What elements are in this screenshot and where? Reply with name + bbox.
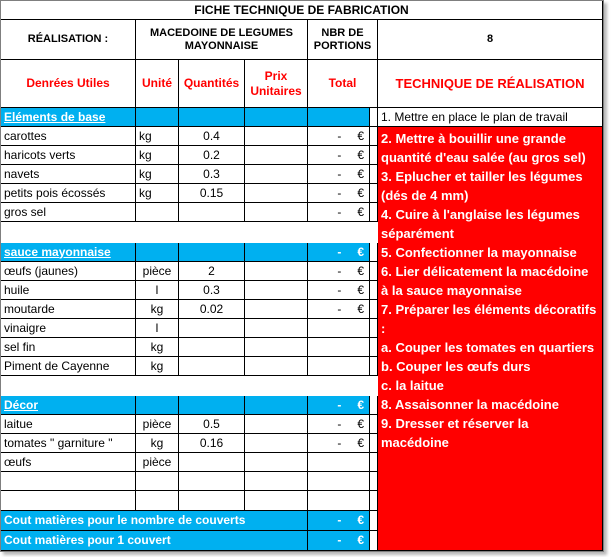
footer-cost-all-value: - bbox=[337, 513, 342, 527]
ingredient-name[interactable]: gros sel bbox=[1, 203, 136, 222]
section-base-row bbox=[1, 108, 136, 127]
separator-cell bbox=[370, 338, 378, 357]
ingredient-name[interactable]: petits pois écossés bbox=[1, 184, 136, 203]
section-base-qty bbox=[179, 108, 245, 127]
ingredient-total-value: - bbox=[337, 147, 342, 162]
ingredient-total[interactable] bbox=[308, 262, 370, 281]
ingredient-total-value: - bbox=[337, 185, 342, 200]
column-header-prix: Prix Unitaires bbox=[245, 60, 308, 108]
ingredient-total[interactable] bbox=[308, 338, 370, 357]
ingredient-unit[interactable]: l bbox=[136, 281, 179, 300]
column-header-unite: Unité bbox=[136, 60, 179, 108]
ingredient-total[interactable] bbox=[308, 300, 370, 319]
footer-cost-one-value: - bbox=[337, 533, 342, 547]
ingredient-unit[interactable]: kg bbox=[136, 127, 179, 146]
column-header-denrees: Denrées Utiles bbox=[1, 60, 136, 108]
ingredient-qty[interactable]: 0.3 bbox=[179, 281, 245, 300]
ingredient-name[interactable]: laitue bbox=[1, 415, 136, 434]
empty-cell[interactable] bbox=[179, 491, 245, 511]
section-base-total bbox=[308, 108, 370, 127]
separator-cell bbox=[370, 300, 378, 319]
ingredient-price[interactable] bbox=[245, 262, 308, 281]
ingredient-price[interactable] bbox=[245, 146, 308, 165]
section-base-label: Eléments de base bbox=[4, 109, 106, 124]
section-sauce-prix bbox=[245, 243, 308, 262]
empty-cell[interactable] bbox=[179, 472, 245, 491]
separator-cell bbox=[370, 243, 378, 262]
ingredient-price[interactable] bbox=[245, 338, 308, 357]
section-decor-total-currency: € bbox=[357, 397, 364, 412]
separator-cell bbox=[370, 146, 378, 165]
ingredient-qty[interactable]: 0.15 bbox=[179, 184, 245, 203]
ingredient-total[interactable] bbox=[308, 165, 370, 184]
ingredient-price[interactable] bbox=[245, 415, 308, 434]
section-sauce-total-currency: € bbox=[357, 244, 364, 259]
ingredient-price[interactable] bbox=[245, 300, 308, 319]
ingredient-name[interactable]: vinaigre bbox=[1, 319, 136, 338]
sheet-title: FICHE TECHNIQUE DE FABRICATION bbox=[1, 1, 603, 20]
separator-cell bbox=[370, 165, 378, 184]
ingredient-name[interactable]: œufs (jaunes) bbox=[1, 262, 136, 281]
footer-cost-all-total bbox=[308, 511, 370, 531]
ingredient-total-currency: € bbox=[357, 263, 364, 278]
ingredient-total[interactable] bbox=[308, 319, 370, 338]
empty-cell[interactable] bbox=[136, 491, 179, 511]
ingredient-total-value: - bbox=[337, 416, 342, 431]
ingredient-total-value: - bbox=[337, 166, 342, 181]
ingredient-total-value: - bbox=[337, 435, 342, 450]
section-sauce-qty bbox=[179, 243, 245, 262]
ingredient-total[interactable] bbox=[308, 146, 370, 165]
ingredient-unit[interactable]: kg bbox=[136, 338, 179, 357]
ingredient-name[interactable]: carottes bbox=[1, 127, 136, 146]
separator-cell bbox=[370, 184, 378, 203]
ingredient-unit[interactable]: pièce bbox=[136, 262, 179, 281]
column-header-technique: TECHNIQUE DE RÉALISATION bbox=[378, 60, 603, 108]
section-sauce-total-value: - bbox=[337, 244, 342, 259]
empty-cell[interactable] bbox=[308, 472, 370, 491]
ingredient-name[interactable]: Piment de Cayenne bbox=[1, 357, 136, 376]
footer-cost-one-currency: € bbox=[357, 533, 364, 547]
portions-value[interactable]: 8 bbox=[378, 20, 603, 60]
footer-cost-one-label: Cout matières pour 1 couvert bbox=[4, 533, 171, 547]
separator-cell bbox=[370, 415, 378, 434]
ingredient-unit[interactable]: kg bbox=[136, 165, 179, 184]
ingredient-qty[interactable] bbox=[179, 338, 245, 357]
ingredient-qty[interactable] bbox=[179, 357, 245, 376]
ingredient-unit[interactable]: kg bbox=[136, 434, 179, 453]
ingredient-unit[interactable]: kg bbox=[136, 146, 179, 165]
ingredient-name[interactable]: navets bbox=[1, 165, 136, 184]
ingredient-name[interactable]: haricots verts bbox=[1, 146, 136, 165]
empty-cell[interactable] bbox=[136, 472, 179, 491]
ingredient-name[interactable]: moutarde bbox=[1, 300, 136, 319]
ingredient-unit[interactable]: kg bbox=[136, 300, 179, 319]
ingredient-total[interactable] bbox=[308, 453, 370, 472]
ingredient-total[interactable] bbox=[308, 434, 370, 453]
ingredient-total[interactable] bbox=[308, 415, 370, 434]
section-decor-row bbox=[1, 396, 136, 415]
ingredient-name[interactable]: tomates " garniture " bbox=[1, 434, 136, 453]
technique-step-1[interactable]: 1. Mettre en place le plan de travail bbox=[378, 108, 603, 127]
ingredient-total-value: - bbox=[337, 301, 342, 316]
section-decor-total bbox=[308, 396, 370, 415]
ingredient-price[interactable] bbox=[245, 453, 308, 472]
section-decor-qty bbox=[179, 396, 245, 415]
ingredient-unit[interactable]: pièce bbox=[136, 415, 179, 434]
ingredient-name[interactable]: œufs bbox=[1, 453, 136, 472]
separator-cell bbox=[370, 108, 378, 127]
empty-cell[interactable] bbox=[1, 491, 136, 511]
section-decor-label: Décor bbox=[4, 397, 39, 412]
ingredient-total-currency: € bbox=[357, 147, 364, 162]
ingredient-total-currency: € bbox=[357, 435, 364, 450]
footer-cost-one-total bbox=[308, 531, 370, 551]
section-decor-unit bbox=[136, 396, 179, 415]
ingredient-qty[interactable]: 0.16 bbox=[179, 434, 245, 453]
empty-cell[interactable] bbox=[308, 491, 370, 511]
ingredient-total-value: - bbox=[337, 263, 342, 278]
section-decor-prix bbox=[245, 396, 308, 415]
ingredient-total[interactable] bbox=[308, 281, 370, 300]
ingredient-unit[interactable]: kg bbox=[136, 184, 179, 203]
empty-cell[interactable] bbox=[245, 491, 308, 511]
realisation-value[interactable]: MACEDOINE DE LEGUMES MAYONNAISE bbox=[136, 20, 308, 60]
ingredient-total-currency: € bbox=[357, 416, 364, 431]
footer-cost-all-label-cell bbox=[1, 511, 308, 531]
section-base-prix bbox=[245, 108, 308, 127]
ingredient-total[interactable] bbox=[308, 184, 370, 203]
technique-steps[interactable]: 2. Mettre à bouillir une grande quantité d'eau salée (au gros sel) 3. Eplucher et tailler les légumes (dés de 4 mm) 4. Cuire à l'anglaise les légumes séparément 5. Confectionner la mayonnaise 6. Lier délicatement la macédoine à la sauce mayonnaise 7. Préparer les éléments décoratifs : a. Couper les tomates en quartiers b. Couper les œufs durs c. la laitue 8. Assaisonner la macédoine 9. Dresser et réserver la macédoine bbox=[378, 127, 603, 551]
separator-cell bbox=[370, 319, 378, 338]
ingredient-price[interactable] bbox=[245, 281, 308, 300]
separator-cell bbox=[370, 531, 378, 551]
ingredient-qty[interactable]: 2 bbox=[179, 262, 245, 281]
ingredient-price[interactable] bbox=[245, 434, 308, 453]
ingredient-total-value: - bbox=[337, 282, 342, 297]
ingredient-qty[interactable] bbox=[179, 453, 245, 472]
ingredient-total-value: - bbox=[337, 204, 342, 219]
separator-cell bbox=[370, 472, 378, 491]
ingredient-price[interactable] bbox=[245, 203, 308, 222]
ingredient-qty[interactable]: 0.3 bbox=[179, 165, 245, 184]
section-sauce-label: sauce mayonnaise bbox=[4, 244, 111, 259]
ingredient-price[interactable] bbox=[245, 165, 308, 184]
empty-cell[interactable] bbox=[245, 472, 308, 491]
ingredient-unit[interactable]: pièce bbox=[136, 453, 179, 472]
ingredient-total[interactable] bbox=[308, 203, 370, 222]
portions-label: NBR DE PORTIONS bbox=[308, 20, 378, 60]
column-header-quantites: Quantités bbox=[179, 60, 245, 108]
ingredient-price[interactable] bbox=[245, 127, 308, 146]
ingredient-qty[interactable] bbox=[179, 203, 245, 222]
section-base-unit bbox=[136, 108, 179, 127]
section-sauce-row bbox=[1, 243, 136, 262]
ingredient-unit[interactable]: l bbox=[136, 319, 179, 338]
separator-cell bbox=[370, 511, 378, 531]
separator-cell bbox=[370, 434, 378, 453]
section-sauce-unit bbox=[136, 243, 179, 262]
column-header-total: Total bbox=[308, 60, 378, 108]
ingredient-total-value: - bbox=[337, 128, 342, 143]
separator-cell bbox=[370, 491, 378, 511]
ingredient-total-currency: € bbox=[357, 185, 364, 200]
ingredient-qty[interactable]: 0.5 bbox=[179, 415, 245, 434]
separator-cell bbox=[370, 396, 378, 415]
ingredient-total-currency: € bbox=[357, 301, 364, 316]
ingredient-total[interactable] bbox=[308, 127, 370, 146]
ingredient-total-currency: € bbox=[357, 166, 364, 181]
separator-cell bbox=[370, 203, 378, 222]
separator-cell bbox=[370, 281, 378, 300]
section-decor-total-value: - bbox=[337, 397, 342, 412]
ingredient-unit[interactable] bbox=[136, 203, 179, 222]
separator-cell bbox=[370, 127, 378, 146]
ingredient-total[interactable] bbox=[308, 357, 370, 376]
ingredient-price[interactable] bbox=[245, 319, 308, 338]
separator-cell bbox=[370, 453, 378, 472]
ingredient-unit[interactable]: kg bbox=[136, 357, 179, 376]
ingredient-total-currency: € bbox=[357, 282, 364, 297]
ingredient-name[interactable]: sel fin bbox=[1, 338, 136, 357]
ingredient-total-currency: € bbox=[357, 128, 364, 143]
section-sauce-total bbox=[308, 243, 370, 262]
ingredient-qty[interactable]: 0.4 bbox=[179, 127, 245, 146]
realisation-label: RÉALISATION : bbox=[1, 20, 136, 60]
ingredient-qty[interactable] bbox=[179, 319, 245, 338]
footer-cost-one-label-cell bbox=[1, 531, 308, 551]
separator-cell bbox=[370, 357, 378, 376]
separator-cell bbox=[370, 262, 378, 281]
ingredient-total-currency: € bbox=[357, 204, 364, 219]
ingredient-qty[interactable]: 0.02 bbox=[179, 300, 245, 319]
footer-cost-all-label: Cout matières pour le nombre de couverts bbox=[4, 513, 246, 527]
ingredient-qty[interactable]: 0.2 bbox=[179, 146, 245, 165]
empty-cell[interactable] bbox=[1, 472, 136, 491]
ingredient-name[interactable]: huile bbox=[1, 281, 136, 300]
ingredient-price[interactable] bbox=[245, 184, 308, 203]
footer-cost-all-currency: € bbox=[357, 513, 364, 527]
ingredient-price[interactable] bbox=[245, 357, 308, 376]
